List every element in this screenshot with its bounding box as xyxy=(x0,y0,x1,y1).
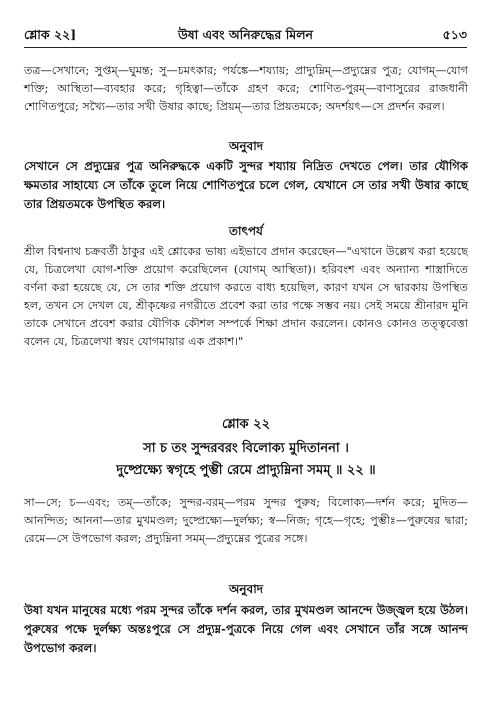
synonyms-text-2: সা—সে; চ—এবং; তম্—তাঁকে; সুন্দর-বরম্—পরম সুন্দর পুরুষ; বিলোক্য—দর্শন করে; মুদিত—আনন্দিত; আননা—তার মুখমণ্ডল; দুষ্প্রেক্ষ্যে—দুর্লক্ষ্য; স্ব—নিজ; গৃহে—গৃহে; পুম্ভীঃ—পুরুষের দ্বারা; রেমে—সে উপভোগ করল; প্রদ্যুম্নিনা সমম্—প্রদ্যুম্নের পুত্রের সঙ্গে। xyxy=(24,496,468,545)
verse-number-heading: শ্লোক ২২ xyxy=(221,417,271,432)
translation-heading-2: অনুবাদ xyxy=(228,582,264,596)
synonyms-section-2 xyxy=(24,494,468,548)
purport-section xyxy=(24,243,468,351)
verse-line-1: সা চ তং সুন্দরবরং বিলোক্য মুদিতাননা । xyxy=(143,441,349,456)
header-chapter-title: উষা এবং অনিরুদ্ধের মিলন xyxy=(178,27,313,42)
header-rule xyxy=(24,47,467,48)
translation-text-2: উষা যখন মানুষের মধ্যে পরম সুন্দর তাঁকে দর্শন করল, তার মুখমণ্ডল আনন্দে উজ্জ্বল হয়ে উঠল। পুরুষের পক্ষে দুর্লক্ষ্য অন্তঃপুরে সে প্রদ্যুম্ন-পুত্রকে নিয়ে গেল এবং সেখানে তাঁর সঙ্গে আনন্দ উপভোগ করল। xyxy=(24,603,468,655)
translation-heading-1: অনুবাদ xyxy=(228,139,264,153)
translation-section-2 xyxy=(24,601,468,658)
translation-text: সেখানে সে প্রদ্যুম্নের পুত্র অনিরুদ্ধকে একটি সুন্দর শয্যায় নিদ্রিত দেখতে পেল। তার যৌগিক ক্ষমতার সাহায্যে সে তাঁকে তুলে নিয়ে শোণিতপুরে চলে গেল, যেখানে সে তার সখী উষার কাছে তার প্রিয়তমকে উপস্থিত করল। xyxy=(24,159,468,211)
page-header xyxy=(24,26,467,44)
purport-heading: তাৎপর্য xyxy=(229,224,263,238)
verse-sanskrit xyxy=(24,438,468,482)
purport-text: শ্রীল বিশ্বনাথ চক্রবর্তী ঠাকুর এই শ্লোকের ভাষ্য এইভাবে প্রদান করেছেন—"এখানে উল্লেখ করা হয়েছে যে, চিত্রলেখা যোগ-শক্তি প্রয়োগ করেছিলেন (যোগম্ আস্থিতা)। হরিবংশ এবং অন্যান্য শাস্ত্রাদিতে বর্ণনা করা হয়েছে যে, সে তার শক্তি প্রয়োগ করতে বাধ্য হয়েছিল, কারণ যখন সে দ্বারকায় উপস্থিত হল, তখন সে দেখল যে, শ্রীকৃষ্ণের নগরীতে প্রবেশ করা তার পক্ষে সম্ভব নয়। সেই সময়ে শ্রীনারদ মুনি তাকে সেখানে প্রবেশ করার যৌগিক কৌশল সম্পর্কে শিক্ষা প্রদান করলেন। কোনও কোনও তত্ত্ববেত্তা বলেন যে, চিত্রলেখা স্বয়ং যোগমায়ার এক প্রকাশ।" xyxy=(24,245,468,348)
header-page-number: ৫১৩ xyxy=(442,27,467,42)
verse-line-2: দুষ্প্রেক্ষ্যে স্বগৃহে পুম্ভী রেমে প্রাদ্যুম্নিনা সমম্ ॥ ২২ ॥ xyxy=(116,463,376,478)
header-verse-ref: শ্লোক ২২] xyxy=(24,27,77,42)
synonyms-text: তত্র—সেখানে; সুপ্তম্—ঘুমন্ত; সু—চমৎকার; পর্যঙ্কে—শয্যায়; প্রাদ্যুম্নিম্—প্রদ্যুম্নের পুত্র; যোগম্—যোগ শক্তি; আস্থিতা—ব্যবহার করে; গৃহিত্বা—তাঁকে গ্রহণ করে; শোণিত-পুরম্—বাণাসুরের রাজধানী শোণিতপুরে; সখ্যৈ—তার সখী উষার কাছে; প্রিয়ম্—তার প্রিয়তমকে; অদর্শয়ৎ—সে প্রদর্শন করল। xyxy=(24,64,468,113)
synonyms-section-1 xyxy=(24,62,468,116)
translation-section-1 xyxy=(24,157,468,214)
